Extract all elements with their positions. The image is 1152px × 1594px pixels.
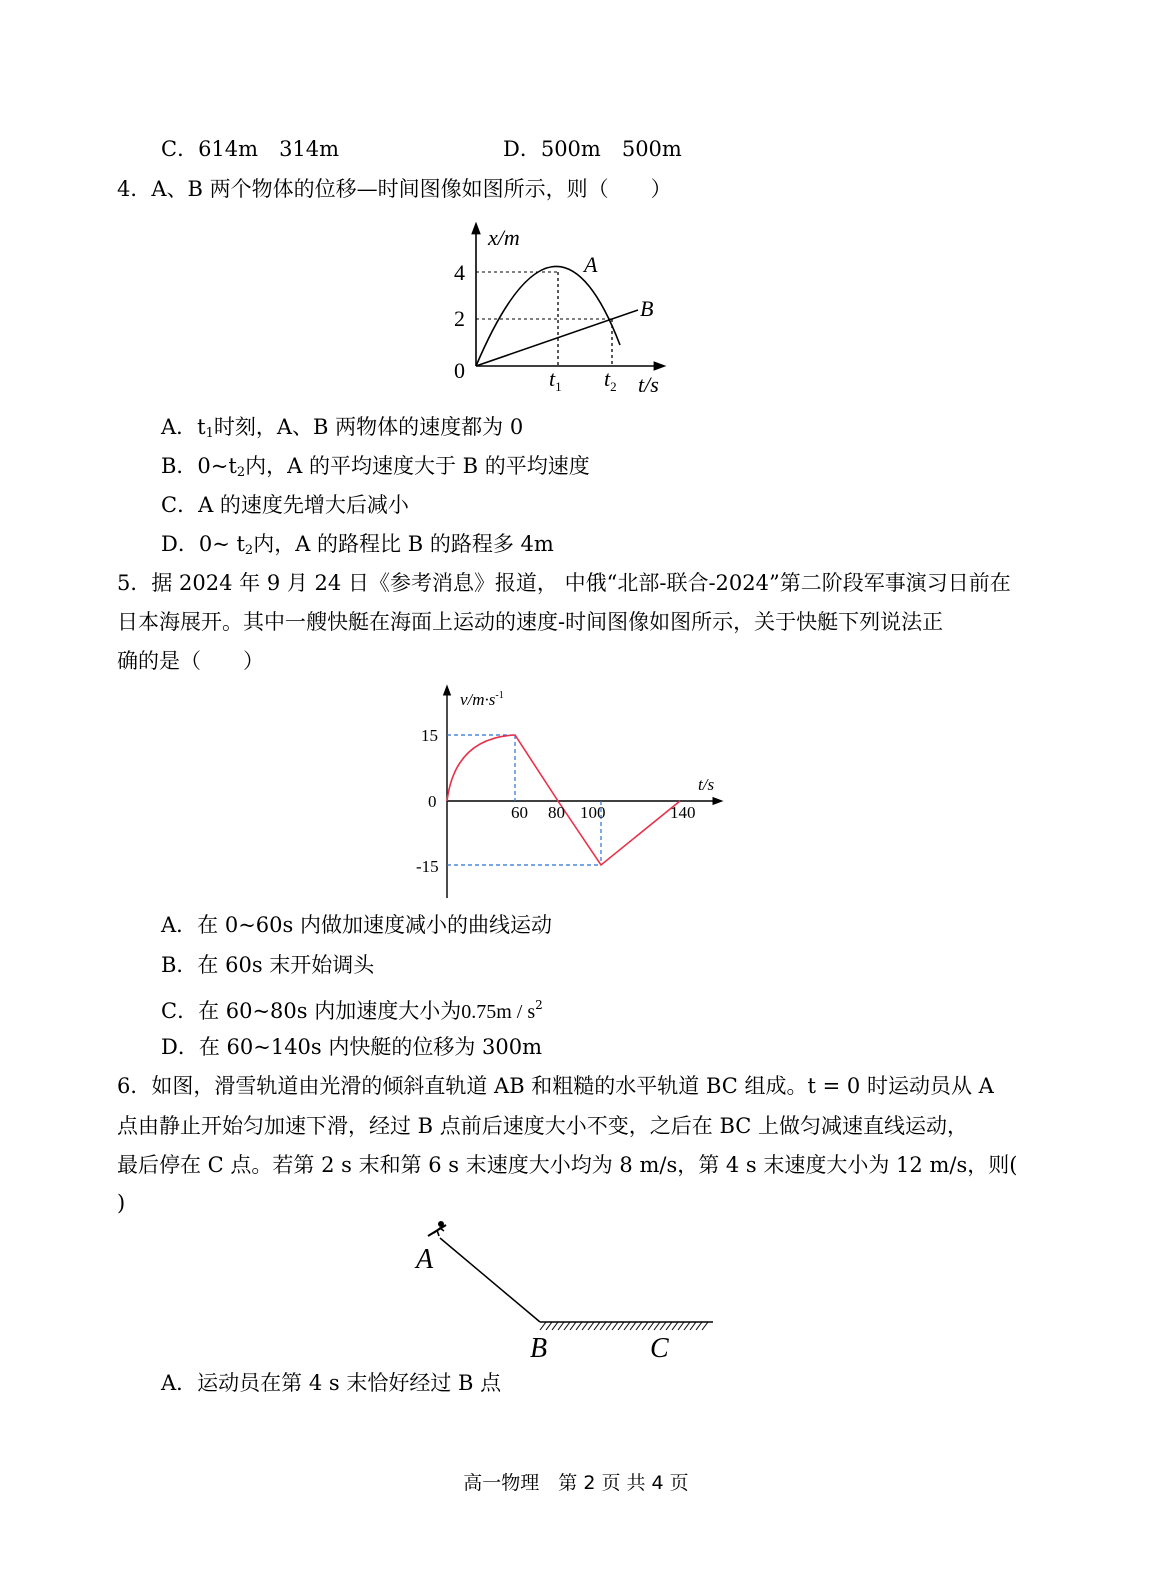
hatch-mark [618,1322,624,1330]
hatch-mark [552,1322,558,1330]
q5-option-a: A．在 0~60s 内做加速度减小的曲线运动 [161,913,552,937]
q5-stem-line-3: 确的是（ ） [117,649,264,673]
hatch-mark [576,1322,582,1330]
q5-tick-0: 0 [428,792,437,811]
q4-xt-graph [440,222,700,397]
q5-vt-graph [410,680,730,900]
hatch-mark [612,1322,618,1330]
q4-option-b: B．$0\sim t_2$内，A 的平均速度大于 B 的平均速度 [161,454,590,480]
q5-tick-80: 80 [548,803,565,822]
q5-y-axis-label: $v/m\cdot s^{-1}$ [460,690,504,709]
q4-curve-a [476,266,620,366]
q4-tick-0: 0 [454,358,465,383]
q5-tick-100: 100 [580,803,606,822]
q5-x-axis-label: t/s [698,775,715,794]
q4-option-a: A．$t_1$时刻，A、B 两物体的速度都为 0 [161,415,524,441]
q6-stem-line-2: 点由静止开始匀加速下滑，经过 B 点前后速度大小不变，之后在 BC 上做匀减速直线运动， [117,1114,969,1138]
q4-tick-2: 2 [454,306,465,331]
q4-label-b: B [640,296,654,321]
q5-stem-line-2: 日本海展开。其中一艘快艇在海面上运动的速度-时间图像如图所示，关于快艇下列说法正 [117,610,944,634]
q4-tick-t1: $t_1$ [549,366,562,394]
hatch-mark [636,1322,642,1330]
q5-v-curve [447,735,680,865]
q6-option-a: A．运动员在第 4 s 末恰好经过 B 点 [161,1371,502,1395]
hatch-mark [630,1322,636,1330]
q5-option-b: B．在 60s 末开始调头 [161,953,375,977]
hatch-mark [696,1322,702,1330]
q5-option-c: C．在 60~80s 内加速度大小为$0.75m / s^2$ [161,998,543,1023]
hatch-mark [678,1322,684,1330]
hatch-mark [594,1322,600,1330]
hatch-mark [588,1322,594,1330]
q6-label-a: A [416,1244,434,1275]
q4-option-c: C．A 的速度先增大后减小 [161,493,409,517]
q3-option-d: D．500m 500m [503,137,682,161]
hatch-mark [558,1322,564,1330]
hatch-mark [702,1322,708,1330]
q5-tick-15: 15 [421,726,438,745]
q6-stem-line-1: 6．如图，滑雪轨道由光滑的倾斜直轨道 AB 和粗糙的水平轨道 BC 组成。t = 0 时运动员从 A [117,1074,994,1098]
hatch-mark [600,1322,606,1330]
page-footer: 高一物理 第 2 页 共 4 页 [463,1472,689,1494]
q6-ground-hatching [540,1322,708,1330]
hatch-mark [582,1322,588,1330]
q6-stem-line-3: 最后停在 C 点。若第 2 s 末和第 6 s 末速度大小均为 8 m/s，第 4 s 末速度大小为 12 m/s，则( [117,1153,1018,1177]
q6-label-c: C [650,1333,669,1364]
hatch-mark [624,1322,630,1330]
q5-tick-140: 140 [670,803,696,822]
q5-tick-60: 60 [511,803,528,822]
hatch-mark [684,1322,690,1330]
hatch-mark [564,1322,570,1330]
q4-line-b [476,310,638,366]
q6-slope-ab [440,1238,540,1322]
hatch-mark [654,1322,660,1330]
hatch-mark [672,1322,678,1330]
hatch-mark [546,1322,552,1330]
q5-tick-neg15: -15 [416,857,439,876]
hatch-mark [642,1322,648,1330]
q5-stem-line-1: 5．据 2024 年 9 月 24 日《参考消息》报道， 中俄“北部-联合-2024”第二阶段军事演习日前在 [117,571,1011,595]
q6-stem-line-4: ) [117,1191,126,1215]
q6-label-b: B [530,1333,548,1364]
hatch-mark [570,1322,576,1330]
skier-icon [428,1221,446,1236]
q4-y-axis-label: x/m [488,225,520,250]
q4-label-a: A [584,252,598,277]
q4-option-d: D．0~ $t_2$内，A 的路程比 B 的路程多 4m [161,532,554,558]
q3-option-c: C．614m 314m [161,137,340,161]
q4-stem: 4．A、B 两个物体的位移—时间图像如图所示，则（ ） [117,177,672,201]
q4-x-axis-label: t/s [638,372,659,397]
q5-option-d: D．在 60~140s 内快艇的位移为 300m [161,1035,543,1059]
q4-tick-4: 4 [454,260,465,285]
hatch-mark [648,1322,654,1330]
q6-ski-track-figure [410,1218,720,1368]
q4-tick-t2: $t_2$ [604,366,617,394]
hatch-mark [606,1322,612,1330]
hatch-mark [690,1322,696,1330]
hatch-mark [540,1322,546,1330]
hatch-mark [660,1322,666,1330]
hatch-mark [666,1322,672,1330]
